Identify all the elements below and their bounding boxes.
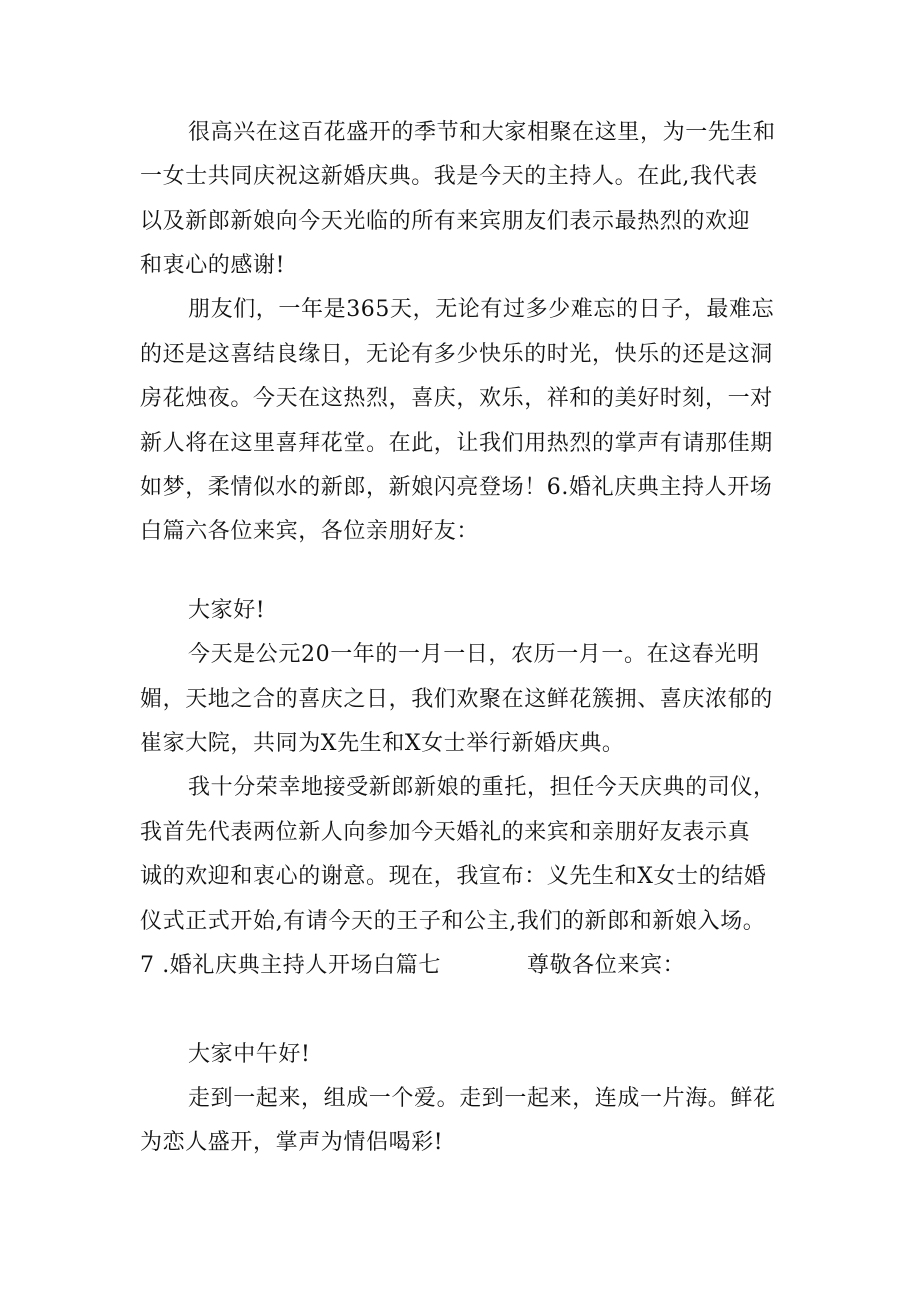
paragraph-line: 以及新郎新娘向今天光临的所有来宾朋友们表示最热烈的欢迎 [140, 209, 751, 234]
section-heading-line [140, 951, 685, 981]
paragraph-line: 崔家大院，共同为X先生和X女士举行新婚庆典。 [140, 731, 625, 756]
paragraph-line: 房花烛夜。今天在这热烈，喜庆，欢乐，祥和的美好时刻，一对 [140, 386, 773, 411]
paragraph-line: 今天是公元20一年的一月一日，农历一月一。在这春光明 [188, 642, 760, 667]
paragraph-line: 走到一起来，组成一个爱。走到一起来，连成一片海。鲜花 [188, 1086, 776, 1111]
paragraph-line: 朋友们，一年是365天，无论有过多少难忘的日子，最难忘 [188, 297, 775, 322]
paragraph-line: 媚，天地之合的喜庆之日，我们欢聚在这鲜花簇拥、喜庆浓郁的 [140, 687, 773, 712]
paragraph-line: 如梦，柔情似水的新郎，新娘闪亮登场！6.婚礼庆典主持人开场 [140, 475, 773, 500]
paragraph-line: 的还是这喜结良缘日，无论有多少快乐的时光，快乐的还是这洞 [140, 342, 773, 367]
paragraph-line: 仪式正式开始,有请今天的王子和公主,我们的新郎和新娘入场。 [140, 909, 766, 934]
section-greeting: 尊敬各位来宾： [526, 953, 686, 978]
paragraph-line: 新人将在这里喜拜花堂。在此，让我们用热烈的掌声有请那佳期 [140, 431, 773, 456]
paragraph-line: 和衷心的感谢! [140, 253, 286, 278]
paragraph-line: 我首先代表两位新人向参加今天婚礼的来宾和亲朋好友表示真 [140, 820, 751, 845]
paragraph-line: 白篇六各位来宾，各位亲朋好友： [140, 519, 480, 544]
paragraph-line: 一女士共同庆祝这新婚庆典。我是今天的主持人。在此,我代表 [140, 164, 758, 189]
paragraph-line: 诚的欢迎和衷心的谢意。现在，我宣布：义先生和X女士的结婚 [140, 864, 767, 889]
section-heading: 7 .婚礼庆典主持人开场白篇七 [140, 953, 441, 978]
greeting-line: 大家中午好! [188, 1042, 311, 1067]
paragraph-line: 为恋人盛开，掌声为情侣喝彩! [140, 1130, 444, 1155]
greeting-line: 大家好! [188, 598, 266, 623]
paragraph-line: 很高兴在这百花盛开的季节和大家相聚在这里，为一先生和 [188, 120, 776, 145]
paragraph-line: 我十分荣幸地接受新郎新娘的重托，担任今天庆典的司仪， [188, 775, 776, 800]
